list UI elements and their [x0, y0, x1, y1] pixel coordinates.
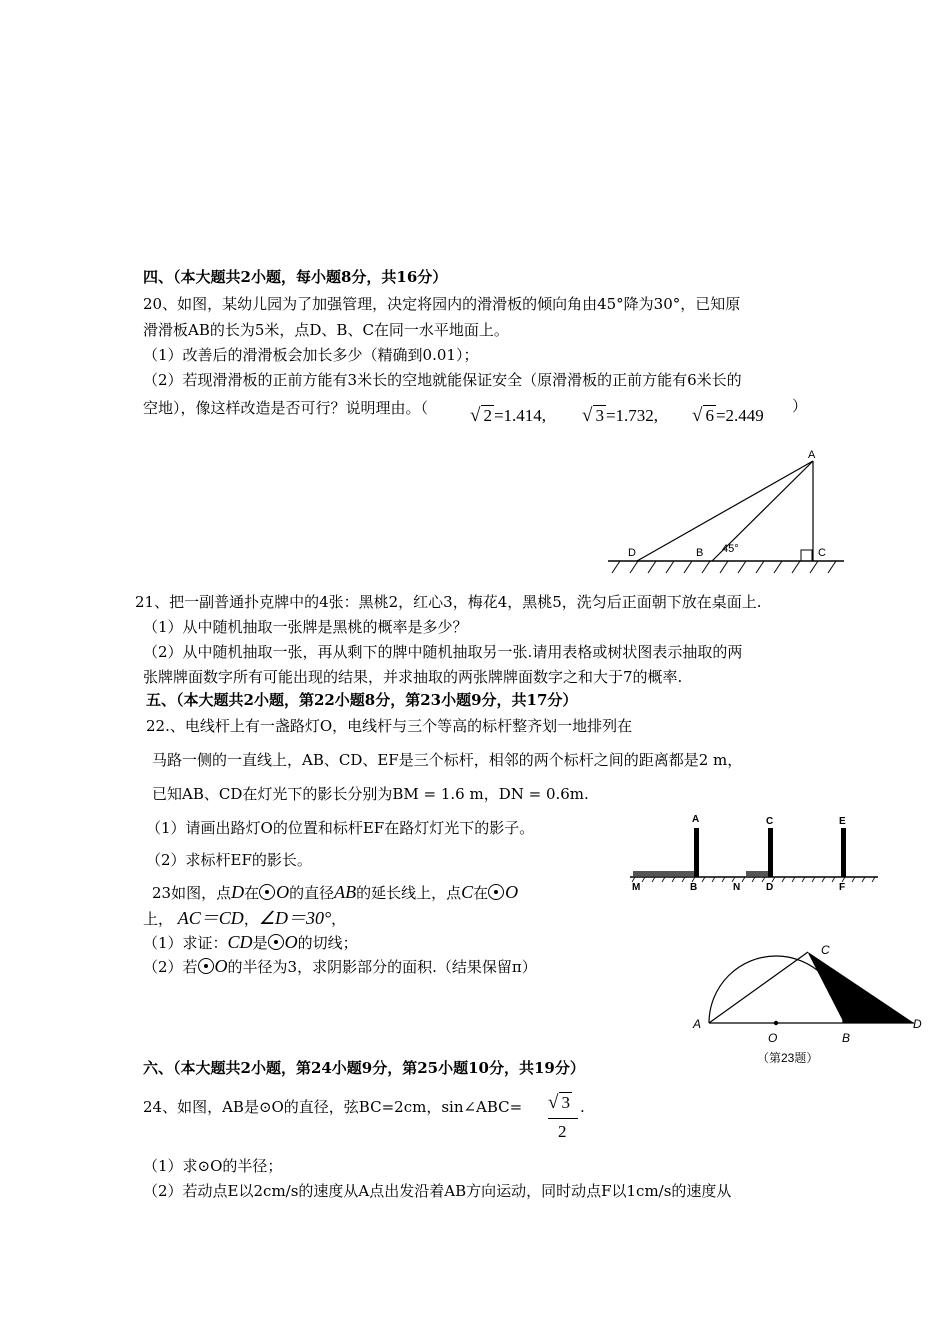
q21-line-4: 张牌牌面数字所有可能出现的结果，并求抽取的两张牌牌面数字之和大于7的概率. [143, 668, 683, 686]
section-5-header: 五、（本大题共2小题，第22小题8分，第23小题9分，共17分） [146, 691, 578, 709]
q20-line-3: （1）改善后的滑滑板会加长多少（精确到0.01）； [143, 346, 479, 364]
figure-22 [600, 810, 885, 895]
circle-symbol [259, 884, 275, 900]
label-E: E [839, 816, 846, 827]
label-D: D [913, 1017, 922, 1031]
q23-circle-O-2: O [505, 882, 519, 902]
q20-line-5 [143, 398, 428, 418]
label-A: A [692, 814, 700, 825]
q23-segment-CD: CD [227, 932, 253, 952]
sqrt3-approx: =1.732, [605, 406, 659, 425]
figure-20 [600, 445, 850, 580]
q23-line-3 [143, 932, 358, 953]
q24-line-1 [143, 1097, 522, 1117]
q23-comma-2: ， [331, 910, 347, 928]
section-6-header: 六、（本大题共2小题，第24小题9分，第25小题10分，共19分） [143, 1059, 585, 1077]
shadow-DN [746, 871, 770, 876]
q23-text-4: 的延长线上，点 [356, 884, 462, 902]
figure-23 [685, 940, 930, 1070]
label-O: O [768, 1031, 778, 1045]
label-angle-45: 45° [722, 543, 739, 555]
label-C: C [818, 547, 826, 559]
label-A: A [693, 1017, 702, 1031]
q24-numerator-radicand: 3 [561, 1093, 570, 1112]
q23-part1-b: 是 [252, 934, 268, 952]
label-A: A [808, 449, 816, 461]
q22-line-1: 22.、电线杆上有一盏路灯O，电线杆与三个等高的标杆整齐划一地排列在 [146, 717, 633, 735]
section-4-header: 四、（本大题共2小题，每小题8分，共16分） [143, 268, 448, 286]
pole-EF [841, 828, 846, 877]
sqrt3-radicand: 3 [595, 406, 604, 425]
chord-AC [709, 952, 808, 1023]
label-N: N [733, 882, 741, 893]
q24-text: 24、如图，AB是⊙O的直径，弦BC=2cm，sin∠ABC= [143, 1098, 523, 1116]
q22-line-3: 已知AB、CD在灯光下的影长分别为BM = 1.6 m，DN = 0.6m. [152, 785, 589, 803]
q20-line-2: 滑滑板AB的长为5米，点D、B、C在同一水平地面上。 [143, 321, 509, 339]
q23-part1-c: 的切线； [297, 934, 358, 952]
label-C: C [821, 943, 830, 957]
q23-text-5: 在 [473, 884, 489, 902]
sqrt6-approx: =2.449 [715, 406, 764, 425]
q23-part2-b: 的半径为3，求阴影部分的面积.（结果保留π） [227, 958, 537, 976]
q20-close-paren: ） [792, 397, 808, 415]
q22-line-2: 马路一侧的一直线上，AB、CD、EF是三个标杆，相邻的两个标杆之间的距离都是2 m， [152, 751, 743, 769]
label-F: F [839, 882, 846, 893]
q20-line-4: （2）若现滑滑板的正前方能有3米长的空地就能保证安全（原滑滑板的正前方能有6米长的 [143, 371, 742, 389]
q24-fraction-numerator: √ 3 [548, 1092, 570, 1113]
circle-symbol [198, 958, 214, 974]
q23-comma: ， [243, 910, 259, 928]
q23-eq-angle-d: ∠D＝30° [258, 908, 332, 928]
label-C: C [766, 816, 774, 827]
q23-part2-a: （2）若 [143, 958, 198, 976]
sqrt6-value: √ 6 =2.449 [692, 405, 764, 426]
sqrt2-approx: =1.414, [493, 406, 547, 425]
sqrt2-value: √ 2 =1.414, [470, 405, 547, 426]
q23-diameter-AB: AB [334, 882, 357, 902]
figure-caption: （第23题） [757, 1051, 819, 1065]
q23-eq-ac-cd: AC＝CD [177, 908, 244, 928]
q23-text-2: 在 [244, 884, 260, 902]
q24-line-3: （2）若动点E以2cm/s的速度从A点出发沿着AB方向运动，同时动点F以1cm/s的速度从 [143, 1182, 732, 1200]
q23-line-1 [152, 882, 518, 903]
q20-line-5-text: 空地），像这样改造是否可行？说明理由。（ [143, 399, 429, 417]
q24-fraction-bar [548, 1118, 578, 1119]
q23-line-4 [143, 956, 537, 977]
q23-point-C: C [461, 882, 474, 902]
shaded-region [808, 952, 914, 1023]
q21-line-3: （2）从中随机抽取一张，再从剩下的牌中随机抽取另一张.请用表格或树状图表示抽取的两 [143, 643, 743, 661]
q20-line-1: 20、如图，某幼儿园为了加强管理，决定将园内的滑滑板的倾向角由45°降为30°，已知原 [143, 295, 741, 313]
q22-line-5: （2）求标杆EF的影长。 [146, 851, 312, 869]
circle-symbol [488, 884, 504, 900]
label-B: B [690, 882, 698, 893]
label-D: D [628, 547, 636, 559]
center-O-dot [774, 1021, 778, 1025]
q21-line-2: （1）从中随机抽取一张牌是黑桃的概率是多少？ [143, 618, 468, 636]
shadow-BM [633, 871, 695, 876]
q23-on: 上， [143, 910, 174, 928]
q22-line-4: （1）请画出路灯O的位置和标杆EF在路灯灯光下的影子。 [146, 819, 535, 837]
sqrt2-radicand: 2 [483, 406, 492, 425]
ground-hatching [612, 561, 836, 573]
q21-line-1: 21、把一副普通扑克牌中的4张：黑桃2，红心3，梅花4，黑桃5，洗匀后正面朝下放在桌面上. [135, 593, 762, 611]
pole-AB [694, 828, 699, 877]
q23-point-D: D [231, 882, 245, 902]
q24-period: . [580, 1098, 585, 1116]
q23-circle-O-3: O [284, 932, 298, 952]
q24-fraction-denominator: 2 [558, 1122, 567, 1141]
pole-CD [768, 828, 773, 877]
q23-line-2 [143, 908, 346, 929]
q23-text-3: 的直径 [289, 884, 335, 902]
label-D: D [766, 882, 774, 893]
q24-line-2: （1）求⊙O的半径； [143, 1157, 283, 1175]
q23-circle-O-4: O [214, 956, 228, 976]
label-M: M [632, 882, 641, 893]
right-angle-mark [801, 550, 812, 561]
q23-part1-a: （1）求证： [143, 934, 228, 952]
sqrt3-value: √ 3 =1.732, [582, 405, 659, 426]
label-B: B [696, 547, 704, 559]
circle-symbol [268, 934, 284, 950]
sqrt6-radicand: 6 [705, 406, 714, 425]
label-B: B [842, 1031, 851, 1045]
q23-circle-O: O [276, 882, 290, 902]
q23-text-1: 23如图，点 [152, 884, 232, 902]
